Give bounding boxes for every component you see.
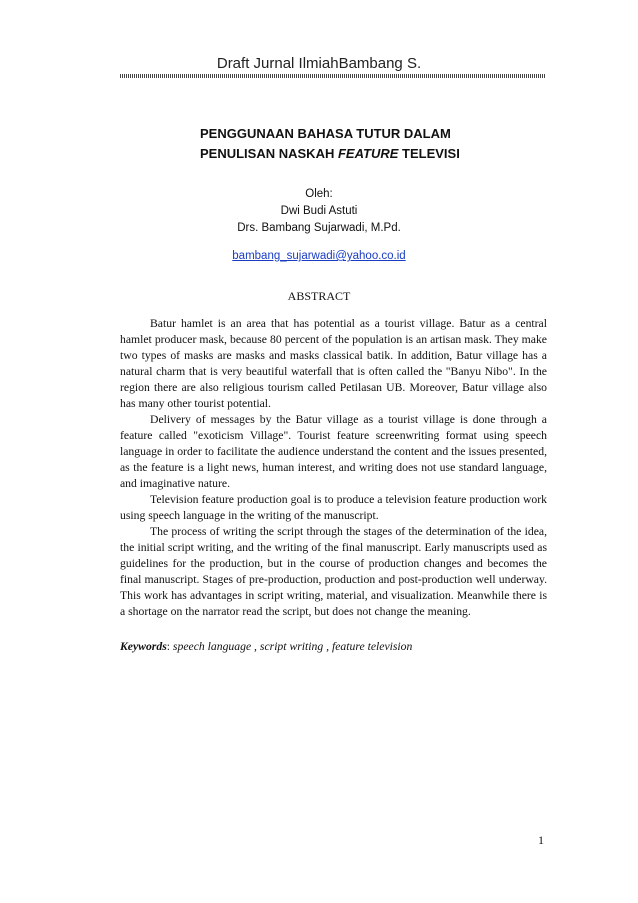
keywords-label: Keywords [120, 640, 167, 653]
author-block [0, 186, 638, 237]
abstract-paragraph: Batur hamlet is an area that has potential as a tourist village. Batur as a central hamlet producer mask, because 80 percent of the population is an artisan mask. They make two types of masks are masks and masks classical batik. In addition, Batur village has a natural charm that is very beautiful waterfall that is often called the "Banyu Nibo". In the region there are also religious tourism called Petilasan UB. Moreover, Batur village also has many other tourist potential. [120, 317, 547, 410]
author-name: Dwi Budi Astuti [280, 205, 358, 217]
title-line-2 [200, 144, 520, 164]
page-number: 1 [538, 833, 544, 847]
title-line-2-italic: FEATURE [337, 146, 399, 161]
title-line-2-suffix: TELEVISI [398, 146, 460, 161]
title-line-1: PENGGUNAAN BAHASA TUTUR DALAM [200, 126, 451, 141]
abstract-paragraph: Delivery of messages by the Batur village as a tourist village is done through a feature called "exoticism Village". Tourist feature screenwriting format using speech language in order to facilitate the audience understand the content and the issues presented, as the feature is a light news, human interest, and writing does not use standard language, and imaginative nature. [120, 413, 547, 490]
running-header: Draft Jurnal IlmiahBambang S. [216, 55, 422, 72]
abstract-heading: ABSTRACT [287, 289, 351, 303]
header-dotted-rule [120, 74, 546, 78]
abstract-paragraph: Television feature production goal is to produce a television feature production work using speech language in the writing of the manuscript. [120, 493, 547, 522]
author-name: Drs. Bambang Sujarwadi, M.Pd. [237, 222, 401, 234]
author-email-link[interactable]: bambang_sujarwadi@yahoo.co.id [232, 250, 406, 262]
title-line-2-prefix: PENULISAN NASKAH [200, 146, 338, 161]
keywords-separator: : [166, 640, 173, 653]
keywords-line [120, 640, 550, 653]
paper-title [200, 124, 520, 164]
abstract-body [120, 316, 547, 620]
keywords-text: speech language , script writing , feature television [172, 640, 413, 653]
by-label: Oleh: [305, 188, 333, 200]
abstract-paragraph: The process of writing the script through the stages of the determination of the idea, the initial script writing, and the writing of the final manuscript. Early manuscripts used as guidelines for the production, but in the course of production changes and becomes the final manuscript. Stages of pre-production, production and post-production well underway. This work has advantages in script writing, material, and visualization. Meanwhile there is a shortage on the narrator read the script, but does not change the meaning. [120, 525, 547, 618]
